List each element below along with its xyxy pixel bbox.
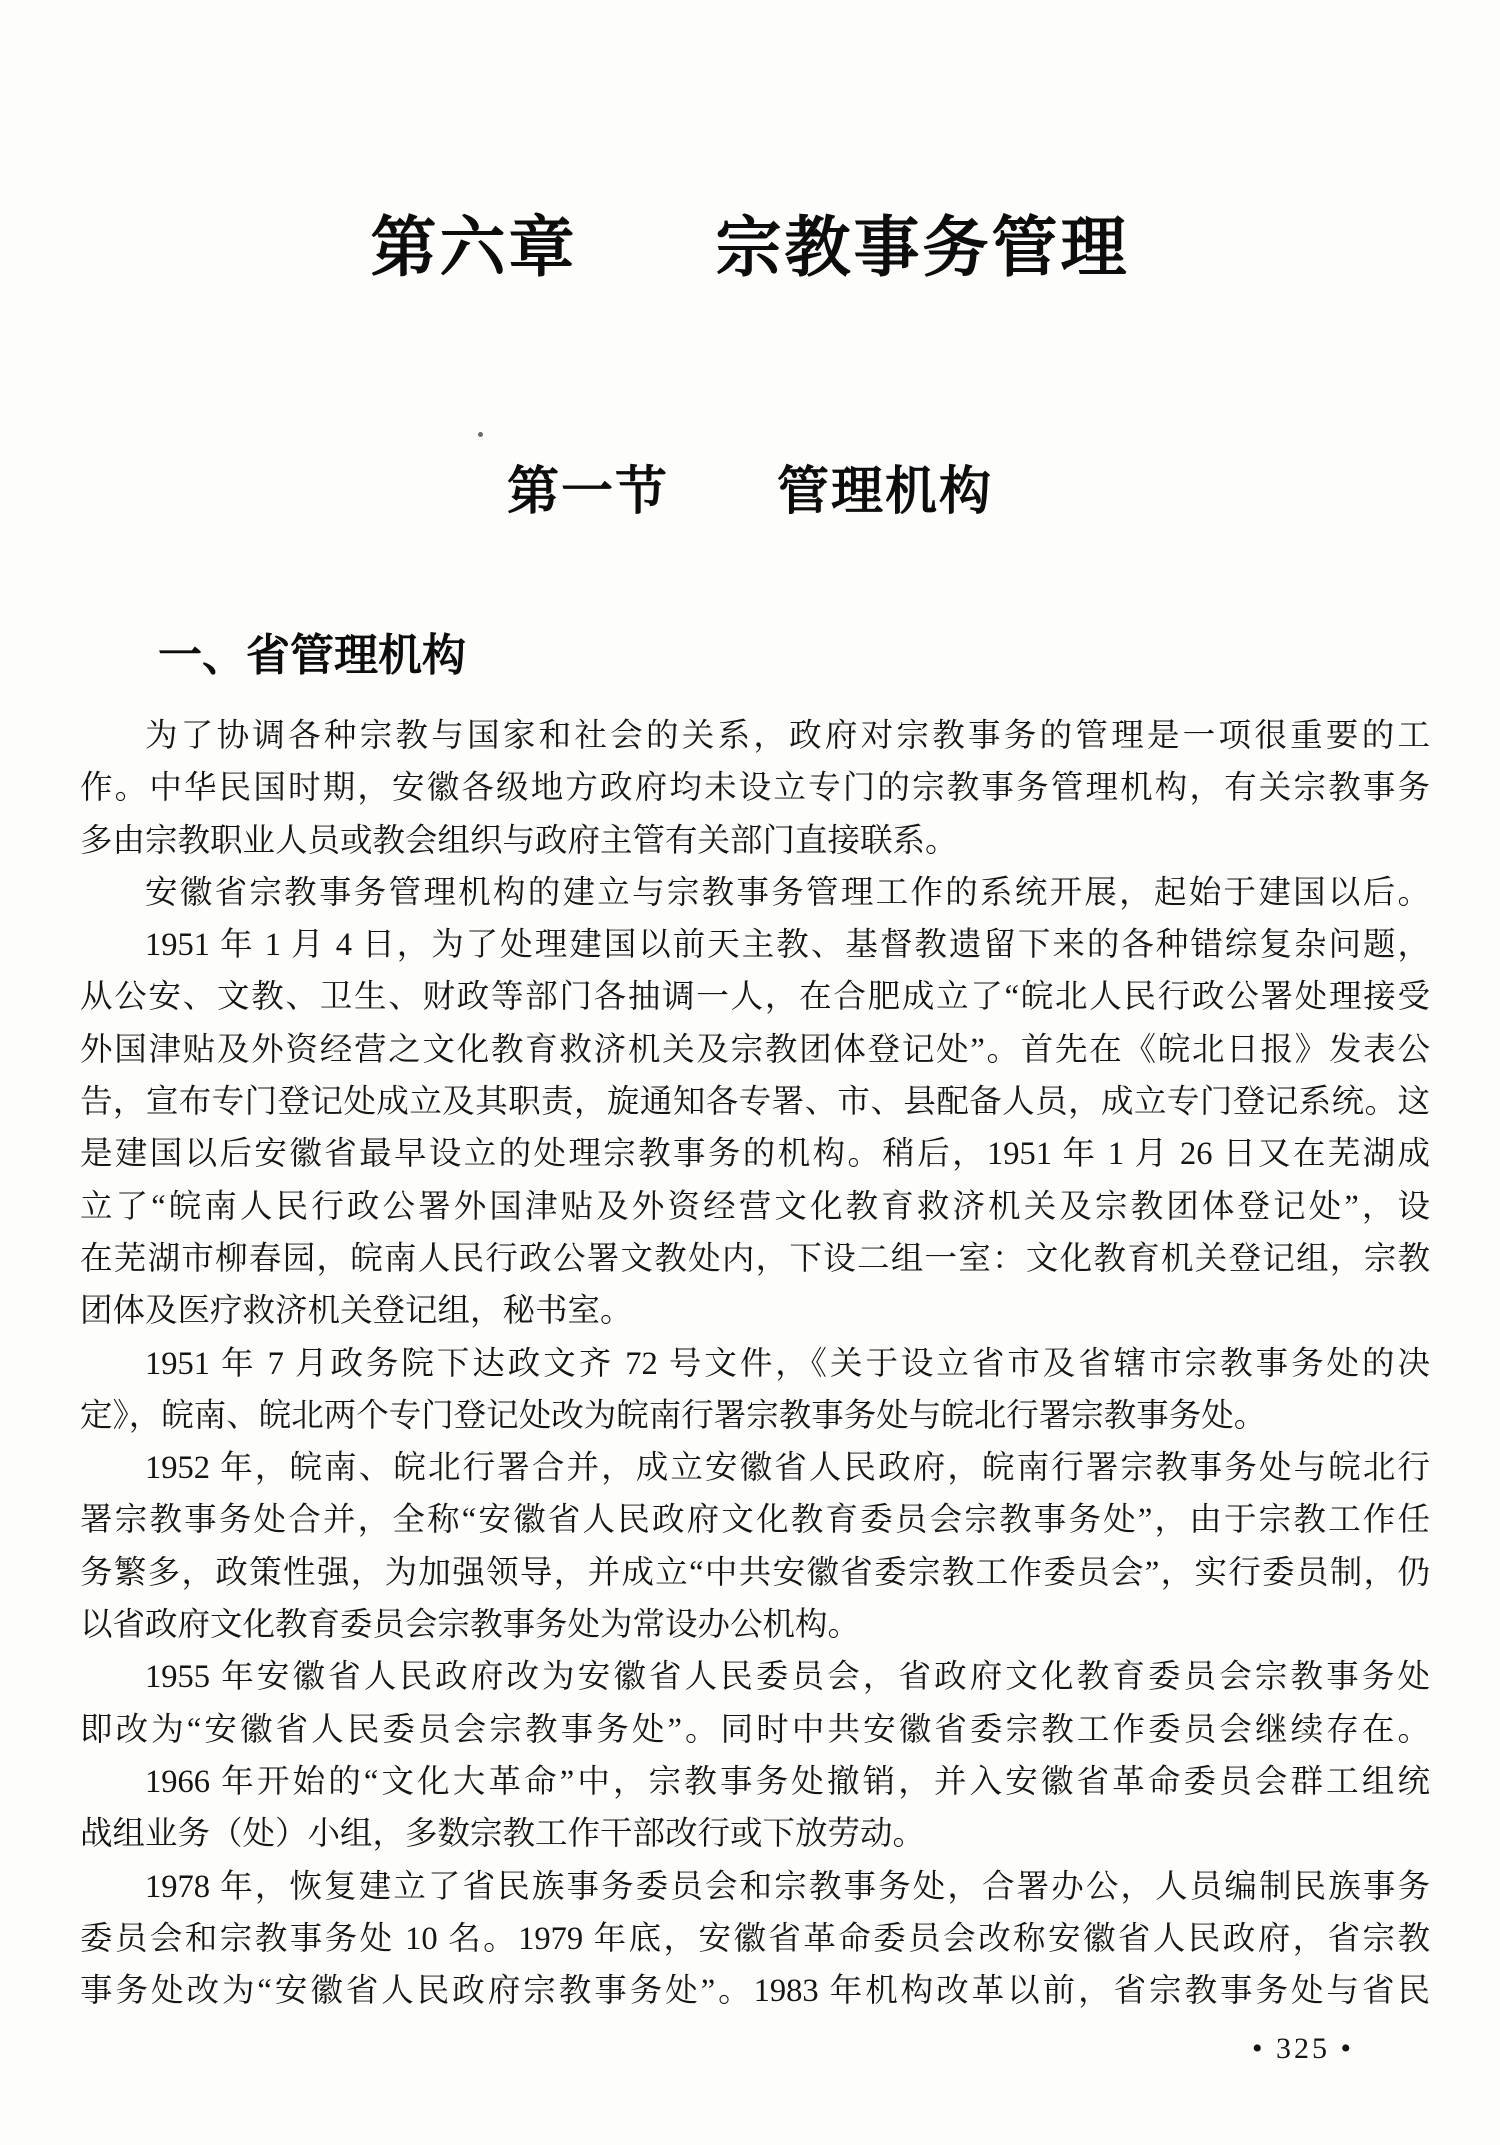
text-line: 立了“皖南人民行政公署外国津贴及外资经营文化教育救济机关及宗教团体登记处”，设 [80, 1188, 1430, 1225]
text-line: 从公安、文教、卫生、财政等部门各抽调一人，在合肥成立了“皖北人民行政公署处理接受 [80, 979, 1430, 1016]
text-line: 安徽省宗教事务管理机构的建立与宗教事务管理工作的系统开展，起始于建国以后。 [145, 874, 1430, 911]
page-number: • 325 • [1251, 2032, 1354, 2066]
body-text-block [80, 710, 1430, 2017]
text-line: 定》，皖南、皖北两个专门登记处改为皖南行署宗教事务处与皖北行署宗教事务处。 [80, 1397, 1267, 1434]
text-line: 外国津贴及外资经营之文化教育救济机关及宗教团体登记处”。首先在《皖北日报》发表公 [80, 1031, 1430, 1068]
text-line: 1966 年开始的“文化大革命”中，宗教事务处撤销，并入安徽省革命委员会群工组统 [145, 1763, 1430, 1800]
text-line: 战组业务（处）小组，多数宗教工作干部改行或下放劳动。 [80, 1816, 926, 1853]
text-line: 在芜湖市柳春园，皖南人民行政公署文教处内，下设二组一室：文化教育机关登记组，宗教 [80, 1240, 1430, 1277]
text-line: 作。中华民国时期，安徽各级地方政府均未设立专门的宗教事务管理机构，有关宗教事务 [80, 770, 1430, 807]
section-title: 第一节 管理机构 [506, 463, 993, 521]
scan-speck [478, 432, 483, 437]
text-line: 事务处改为“安徽省人民政府宗教事务处”。1983 年机构改革以前，省宗教事务处与省民 [80, 1973, 1430, 2010]
text-line: 1951 年 7 月政务院下达政文齐 72 号文件，《关于设立省市及省辖市宗教事务处的决 [145, 1345, 1430, 1382]
text-line: 1978 年，恢复建立了省民族事务委员会和宗教事务处，合署办公，人员编制民族事务 [145, 1868, 1430, 1905]
text-line: 署宗教事务处合并，全称“安徽省人民政府文化教育委员会宗教事务处”，由于宗教工作任 [80, 1502, 1430, 1539]
text-line: 为了协调各种宗教与国家和社会的关系，政府对宗教事务的管理是一项很重要的工 [145, 718, 1430, 754]
text-line: 以省政府文化教育委员会宗教事务处为常设办公机构。 [80, 1607, 861, 1644]
text-line: 团体及医疗救济机关登记组，秘书室。 [80, 1293, 633, 1330]
text-line: 务繁多，政策性强，为加强领导，并成立“中共安徽省委宗教工作委员会”，实行委员制，仍 [80, 1554, 1430, 1591]
text-line: 1955 年安徽省人民政府改为安徽省人民委员会，省政府文化教育委员会宗教事务处 [145, 1659, 1430, 1696]
text-line: 即改为“安徽省人民委员会宗教事务处”。同时中共安徽省委宗教工作委员会继续存在。 [80, 1711, 1430, 1748]
text-line: 1952 年，皖南、皖北行署合并，成立安徽省人民政府，皖南行署宗教事务处与皖北行 [145, 1450, 1430, 1487]
chapter-title: 第六章 宗教事务管理 [370, 210, 1130, 284]
text-line: 委员会和宗教事务处 10 名。1979 年底，安徽省革命委员会改称安徽省人民政府，省宗教 [80, 1920, 1430, 1957]
text-line: 告，宣布专门登记处成立及其职责，旋通知各专署、市、县配备人员，成立专门登记系统。这 [80, 1084, 1430, 1121]
text-line: 1951 年 1 月 4 日，为了处理建国以前天主教、基督教遗留下来的各种错综复杂问题， [145, 927, 1430, 964]
subsection-heading: 一、省管理机构 [158, 631, 466, 680]
text-line: 多由宗教职业人员或教会组织与政府主管有关部门直接联系。 [80, 822, 958, 859]
text-line: 是建国以后安徽省最早设立的处理宗教事务的机构。稍后，1951 年 1 月 26 日又在芜湖成 [80, 1136, 1430, 1173]
